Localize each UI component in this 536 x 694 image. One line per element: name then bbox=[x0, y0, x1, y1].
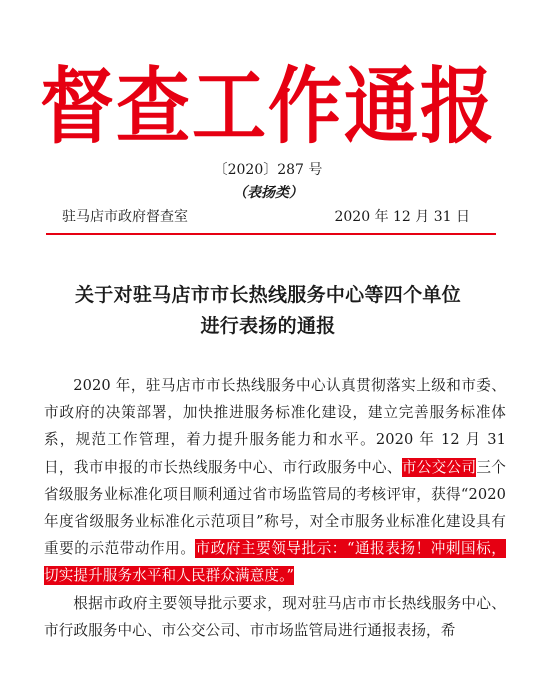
notice-title-line-2: 进行表扬的通报 bbox=[200, 315, 336, 337]
issuer-row bbox=[62, 206, 470, 228]
body-paragraph-1 bbox=[44, 372, 506, 590]
document-number: 〔2020〕287 号 bbox=[213, 162, 323, 178]
notice-title bbox=[40, 280, 496, 342]
issuer-name: 驻马店市政府督查室 bbox=[62, 209, 188, 225]
body-paragraph-2: 根据市政府主要领导批示要求，现对驻马店市市长热线服务中心、市行政服务中心、市公交公司、市市场监管局进行通报表扬，希 bbox=[44, 594, 506, 639]
notice-body bbox=[44, 372, 506, 644]
notice-category: （表扬类） bbox=[233, 185, 303, 201]
paragraph-1-text-a: 2020 年，驻马店市市长热线服务中心认真贯彻落实上级和市委、市政府的决策部署，加快推进服务标准化建设，建立完善服务标准体系，规范工作管理，着力提升服务能力和水平。2020 年 12 月 31 日，我市申报的市长热线服务中心、市行政服务中心、 bbox=[44, 377, 506, 476]
issue-date: 2020 年 12 月 31 日 bbox=[334, 209, 470, 225]
notice-title-line-1: 关于对驻马店市市长热线服务中心等四个单位 bbox=[74, 284, 461, 306]
highlight-leader-instruction: 市政府主要领导批示：“通报表扬！冲刺国标，切实提升服务水平和人民群众满意度。” bbox=[44, 540, 506, 585]
paragraph-1-text-b: 三个省级服务业标准化项目顺利通过省市场监管局的考核评审，获得“2020 年度省级服务业标准化示范项目”称号，对全市服务业标准化建设具有重要的示范带动作用。 bbox=[44, 458, 506, 558]
red-divider-line bbox=[46, 233, 496, 235]
masthead-title: 督查工作通报 bbox=[40, 58, 496, 156]
highlight-bus-company: 市公交公司 bbox=[401, 458, 477, 476]
